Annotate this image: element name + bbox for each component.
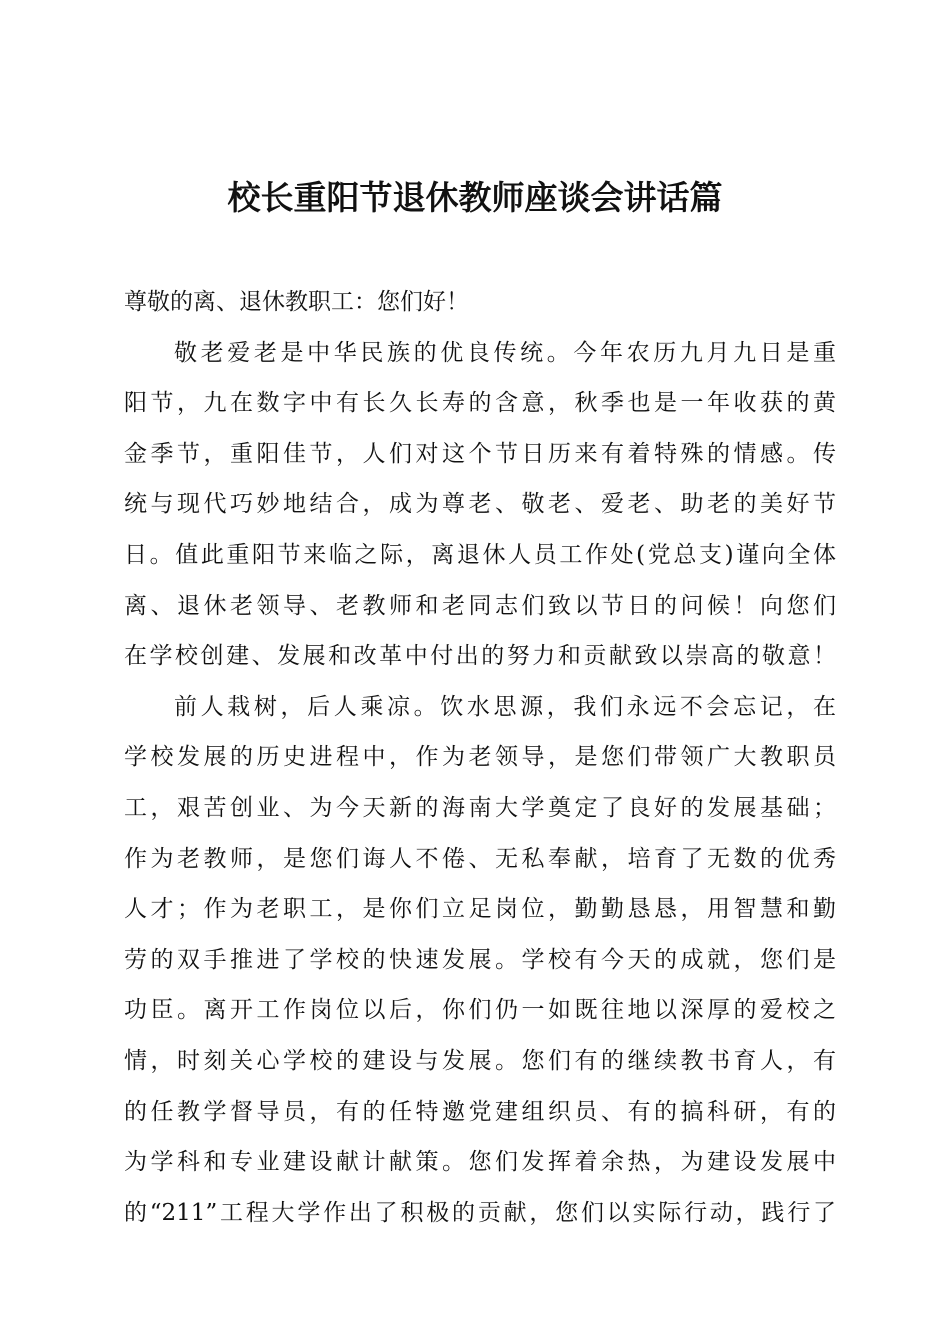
paragraph-1-line-6: 离、退休老领导、老教师和老同志们致以节日的问候！向您们 bbox=[124, 592, 836, 619]
paragraph-2-line-6: 劳的双手推进了学校的快速发展。学校有今天的成就，您们是 bbox=[124, 946, 836, 973]
paragraph-1-line-7: 在学校创建、发展和改革中付出的努力和贡献致以崇高的敬意！ bbox=[124, 643, 836, 670]
paragraph-2-line-4: 作为老教师，是您们诲人不倦、无私奉献，培育了无数的优秀 bbox=[124, 845, 836, 872]
paragraph-2-line-7: 功臣。离开工作岗位以后，你们仍一如既往地以深厚的爱校之 bbox=[124, 997, 836, 1024]
paragraph-1-line-5: 日。值此重阳节来临之际，离退休人员工作处(党总支)谨向全体 bbox=[124, 541, 836, 568]
paragraph-1-line-2: 阳节，九在数字中有长久长寿的含意，秋季也是一年收获的黄 bbox=[124, 390, 836, 417]
paragraph-2-line-5: 人才；作为老职工，是你们立足岗位，勤勤恳恳，用智慧和勤 bbox=[124, 896, 836, 923]
document-title: 校长重阳节退休教师座谈会讲话篇 bbox=[227, 178, 723, 217]
salutation-line: 尊敬的离、退休教职工：您们好！ bbox=[124, 289, 469, 315]
paragraph-2-line-3: 工，艰苦创业、为今天新的海南大学奠定了良好的发展基础； bbox=[124, 794, 836, 821]
paragraph-2-line-2: 学校发展的历史进程中，作为老领导，是您们带领广大教职员 bbox=[124, 744, 836, 771]
paragraph-2-line-8: 情，时刻关心学校的建设与发展。您们有的继续教书育人，有 bbox=[124, 1047, 836, 1074]
paragraph-1-line-3: 金季节，重阳佳节，人们对这个节日历来有着特殊的情感。传 bbox=[124, 440, 836, 467]
paragraph-2-line-9: 的任教学督导员，有的任特邀党建组织员、有的搞科研，有的 bbox=[124, 1098, 836, 1125]
paragraph-2-line-10: 为学科和专业建设献计献策。您们发挥着余热，为建设发展中 bbox=[124, 1149, 836, 1176]
paragraph-2-line-11: 的“211”工程大学作出了积极的贡献，您们以实际行动，践行了 bbox=[124, 1199, 836, 1226]
paragraph-2-line-1: 前人栽树，后人乘凉。饮水思源，我们永远不会忘记，在 bbox=[174, 693, 836, 720]
document-body bbox=[124, 282, 836, 1243]
paragraph-1-line-4: 统与现代巧妙地结合，成为尊老、敬老、爱老、助老的美好节 bbox=[124, 491, 836, 518]
paragraph-1-line-1: 敬老爱老是中华民族的优良传统。今年农历九月九日是重 bbox=[174, 339, 836, 366]
